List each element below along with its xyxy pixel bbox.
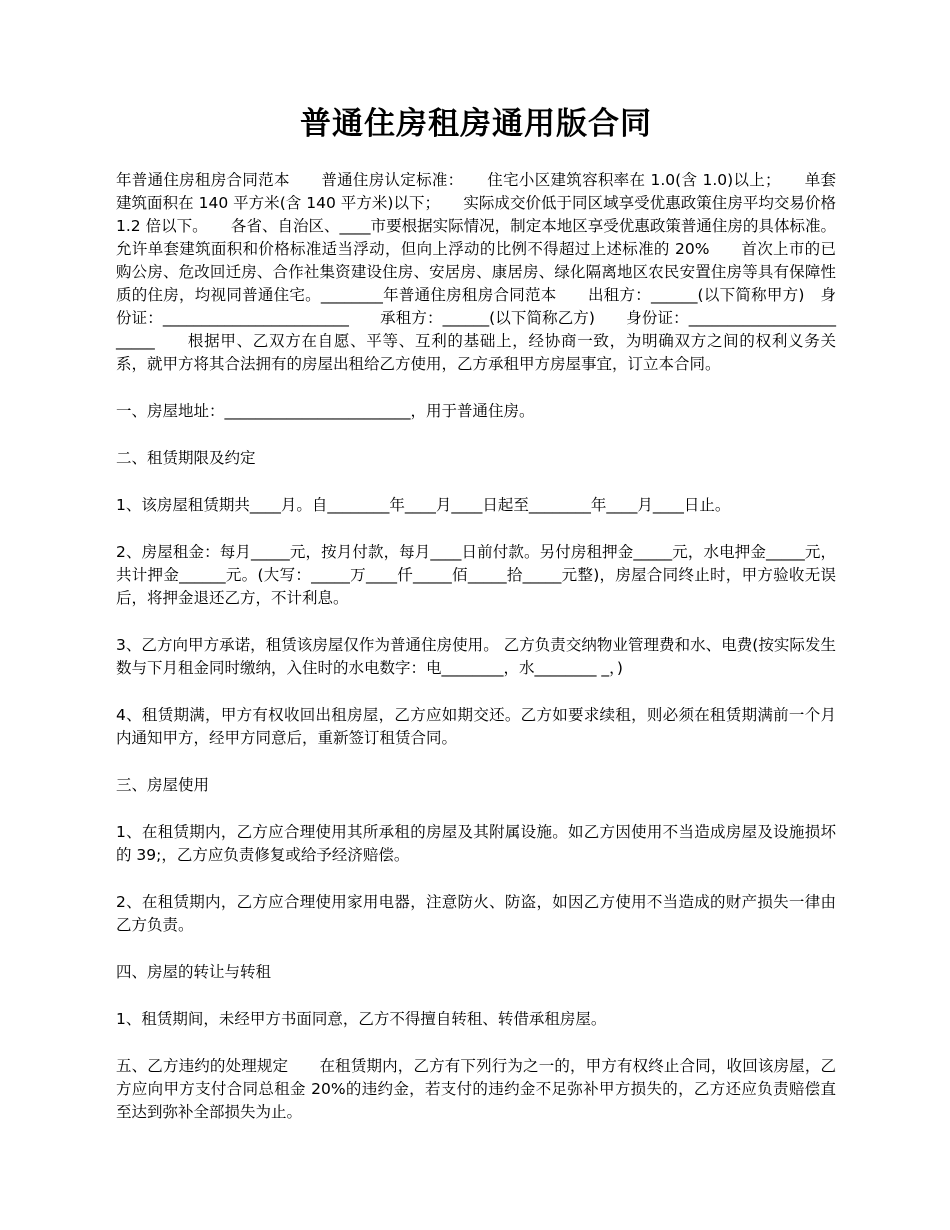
document-body	[116, 169, 836, 1124]
paragraph-section-4-heading: 四、房屋的转让与转租	[116, 963, 272, 982]
paragraph-section-5-breach: 五、乙方违约的处理规定 在租赁期内，乙方有下列行为之一的，甲方有权终止合同，收回该房屋，乙方应向甲方支付合同总租金 20%的违约金，若支付的违约金不足弥补甲方损失的，乙方还应负责赔偿直至达到弥补全部损失为止。	[116, 1057, 836, 1122]
paragraph-section-2-heading: 二、租赁期限及约定	[116, 449, 256, 468]
paragraph-section-2-item-3: 3、乙方向甲方承诺，租赁该房屋仅作为普通住房使用。 乙方负责交纳物业管理费和水、电费(按实际发生数与下月租金同时缴纳，入住时的水电数字：电________，水________ _，)	[116, 636, 836, 678]
paragraph-intro: 年普通住房租房合同范本 普通住房认定标准： 住宅小区建筑容积率在 1.0(含 1.0)以上； 单套建筑面积在 140 平方米(含 140 平方米)以下； 实际成交价低于同区域享受优惠政策住房平均交易价格 1.2 倍以下。 各省、自治区、____市要根据实际情况，制定本地区享受优惠政策普通住房的具体标准。允许单套建筑面积和价格标准适当浮动，但向上浮动的比例不得超过上述标准的 20% 首次上市的已购公房、危改回迁房、合作社集资建设住房、安居房、康居房、绿化隔离地区农民安置住房等具有保障性质的住房，均视同普通住宅。________年普通住房租房合同范本 出租方：______(以下简称甲方) 身份证：________________________ 承租方：______(以下简称乙方) 身份证：________________________ 根据甲、乙双方在自愿、平等、互利的基础上，经协商一致，为明确双方之间的权利义务关系，就甲方将其合法拥有的房屋出租给乙方使用，乙方承租甲方房屋事宜，订立本合同。	[116, 171, 836, 374]
paragraph-section-3-item-1: 1、在租赁期内，乙方应合理使用其所承租的房屋及其附属设施。如乙方因使用不当造成房屋及设施损坏的 39;，乙方应负责修复或给予经济赔偿。	[116, 823, 836, 865]
paragraph-section-1-address: 一、房屋地址：________________________，用于普通住房。	[116, 402, 535, 421]
paragraph-section-2-item-4: 4、租赁期满，甲方有权收回出租房屋，乙方应如期交还。乙方如要求续租，则必须在租赁期满前一个月内通知甲方，经甲方同意后，重新签订租赁合同。	[116, 706, 836, 748]
paragraph-section-3-heading: 三、房屋使用	[116, 776, 210, 795]
paragraph-section-2-item-1: 1、该房屋租赁期共____月。自________年____月____日起至________年____月____日止。	[116, 496, 731, 515]
paragraph-section-3-item-2: 2、在租赁期内，乙方应合理使用家用电器，注意防火、防盗，如因乙方使用不当造成的财产损失一律由乙方负责。	[116, 893, 836, 935]
document-title: 普通住房租房通用版合同	[300, 106, 652, 142]
paragraph-section-2-item-2: 2、房屋租金：每月_____元，按月付款，每月____日前付款。另付房租押金_____元，水电押金_____元，共计押金______元。(大写：_____万____仟_____佰_____拾_____元整)，房屋合同终止时，甲方验收无误后，将押金退还乙方，不计利息。	[116, 543, 836, 608]
paragraph-section-4-item-1: 1、租赁期间，未经甲方书面同意，乙方不得擅自转租、转借承租房屋。	[116, 1010, 607, 1029]
